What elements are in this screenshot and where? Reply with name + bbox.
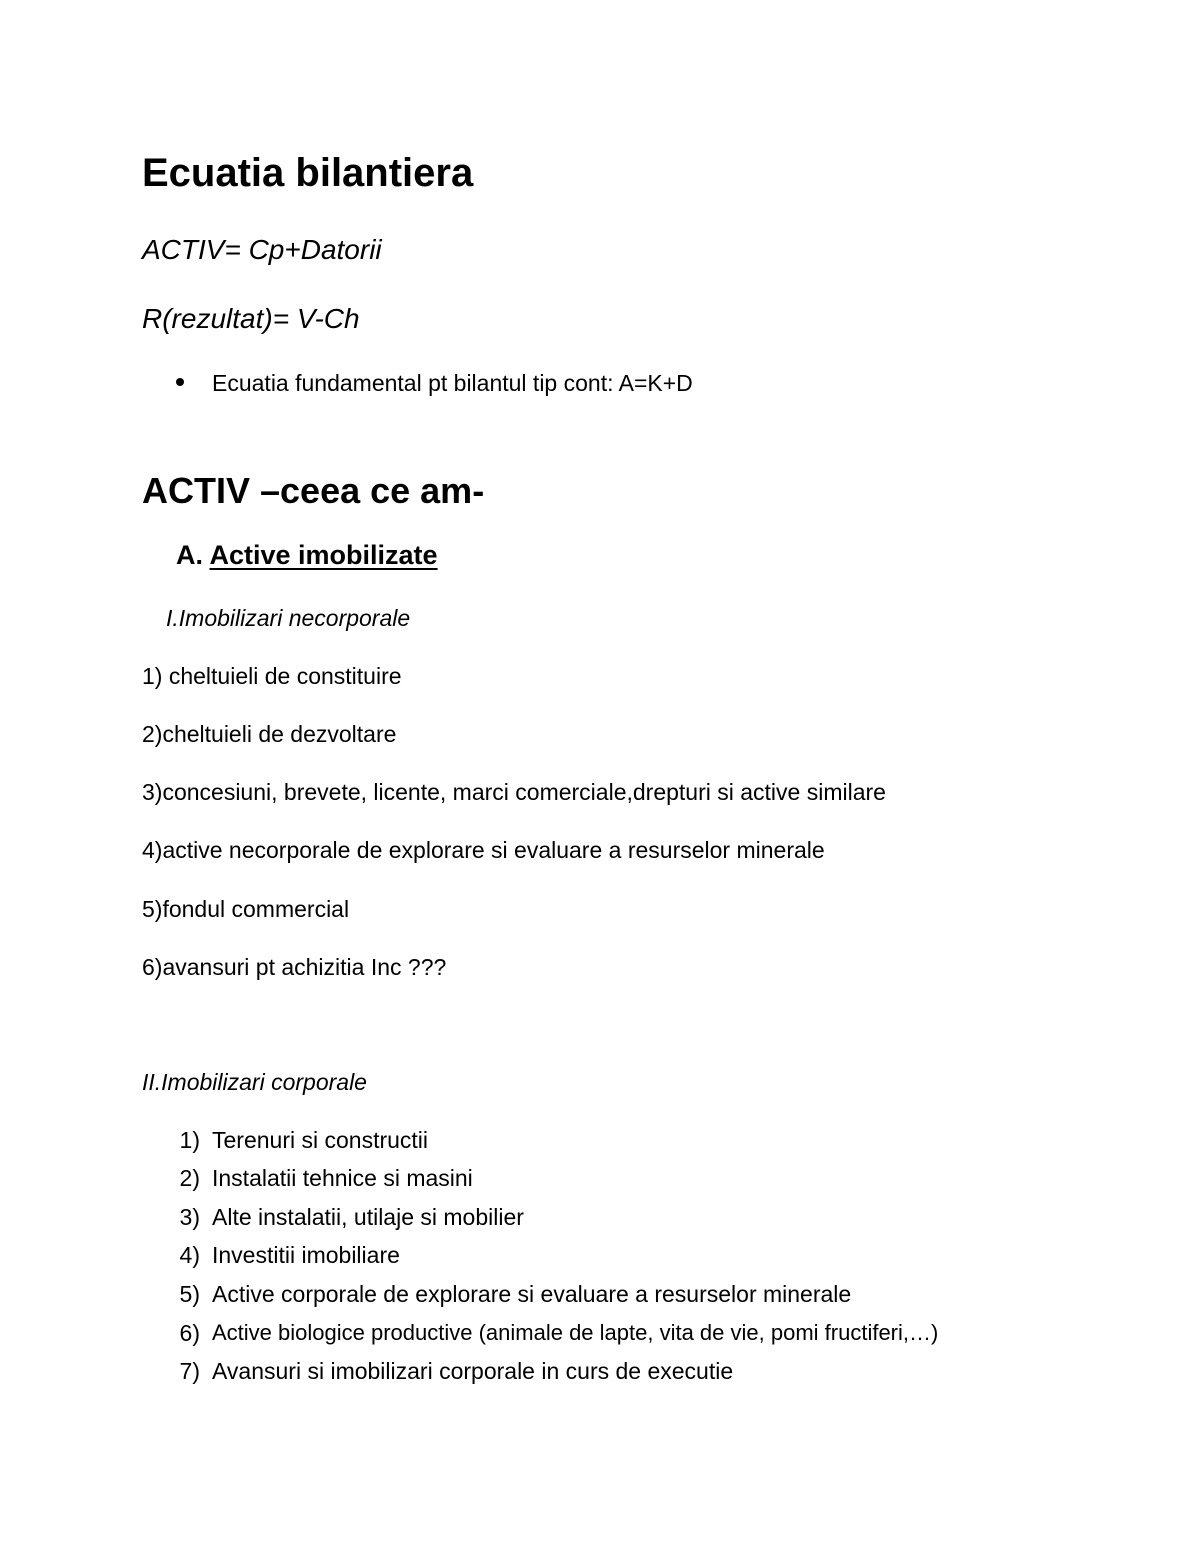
list-item: Instalatii tehnice si masini (212, 1165, 473, 1191)
bullet-icon (176, 378, 184, 386)
list-item: Active biologice productive (animale de lapte, vita de vie, pomi fructiferi,…) (212, 1320, 939, 1345)
group-title-corporale: II.Imobilizari corporale (142, 1069, 367, 1095)
subsection-title: Active imobilizate (209, 540, 438, 570)
list-number: 6) (179, 1320, 200, 1346)
list-number: 2) (179, 1165, 200, 1191)
list-item: Alte instalatii, utilaje si mobilier (212, 1204, 524, 1230)
bullet-item: Ecuatia fundamental pt bilantul tip cont: A=K+D (212, 370, 693, 396)
list-item: 2)cheltuieli de dezvoltare (142, 721, 397, 747)
list-item: 5)fondul commercial (142, 896, 350, 922)
list-item: 4)active necorporale de explorare si evaluare a resurselor minerale (142, 837, 825, 863)
list-item: Terenuri si constructii (212, 1127, 429, 1153)
list-item: Avansuri si imobilizari corporale in curs de executie (212, 1358, 734, 1384)
section-heading: ACTIV –ceea ce am- (142, 470, 485, 511)
list-item: Investitii imobiliare (212, 1242, 400, 1268)
group-title-necorporale: I.Imobilizari necorporale (166, 605, 411, 631)
subsection-label: A. (176, 540, 203, 570)
equation-activ: ACTIV= Cp+Datorii (142, 234, 382, 265)
list-item: 3)concesiuni, brevete, licente, marci comerciale,drepturi si active similare (142, 779, 886, 805)
list-number: 3) (179, 1204, 200, 1230)
list-number: 4) (179, 1242, 200, 1268)
equation-rezultat: R(rezultat)= V-Ch (142, 303, 360, 334)
list-item: 1) cheltuieli de constituire (142, 663, 402, 689)
list-number: 5) (179, 1281, 200, 1307)
list-item: Active corporale de explorare si evaluare a resurselor minerale (212, 1281, 852, 1307)
list-number: 1) (179, 1127, 200, 1153)
document-title: Ecuatia bilantiera (142, 151, 474, 195)
subsection-heading (176, 540, 438, 571)
list-item: 6)avansuri pt achizitia Inc ??? (142, 954, 447, 980)
list-number: 7) (179, 1358, 200, 1384)
